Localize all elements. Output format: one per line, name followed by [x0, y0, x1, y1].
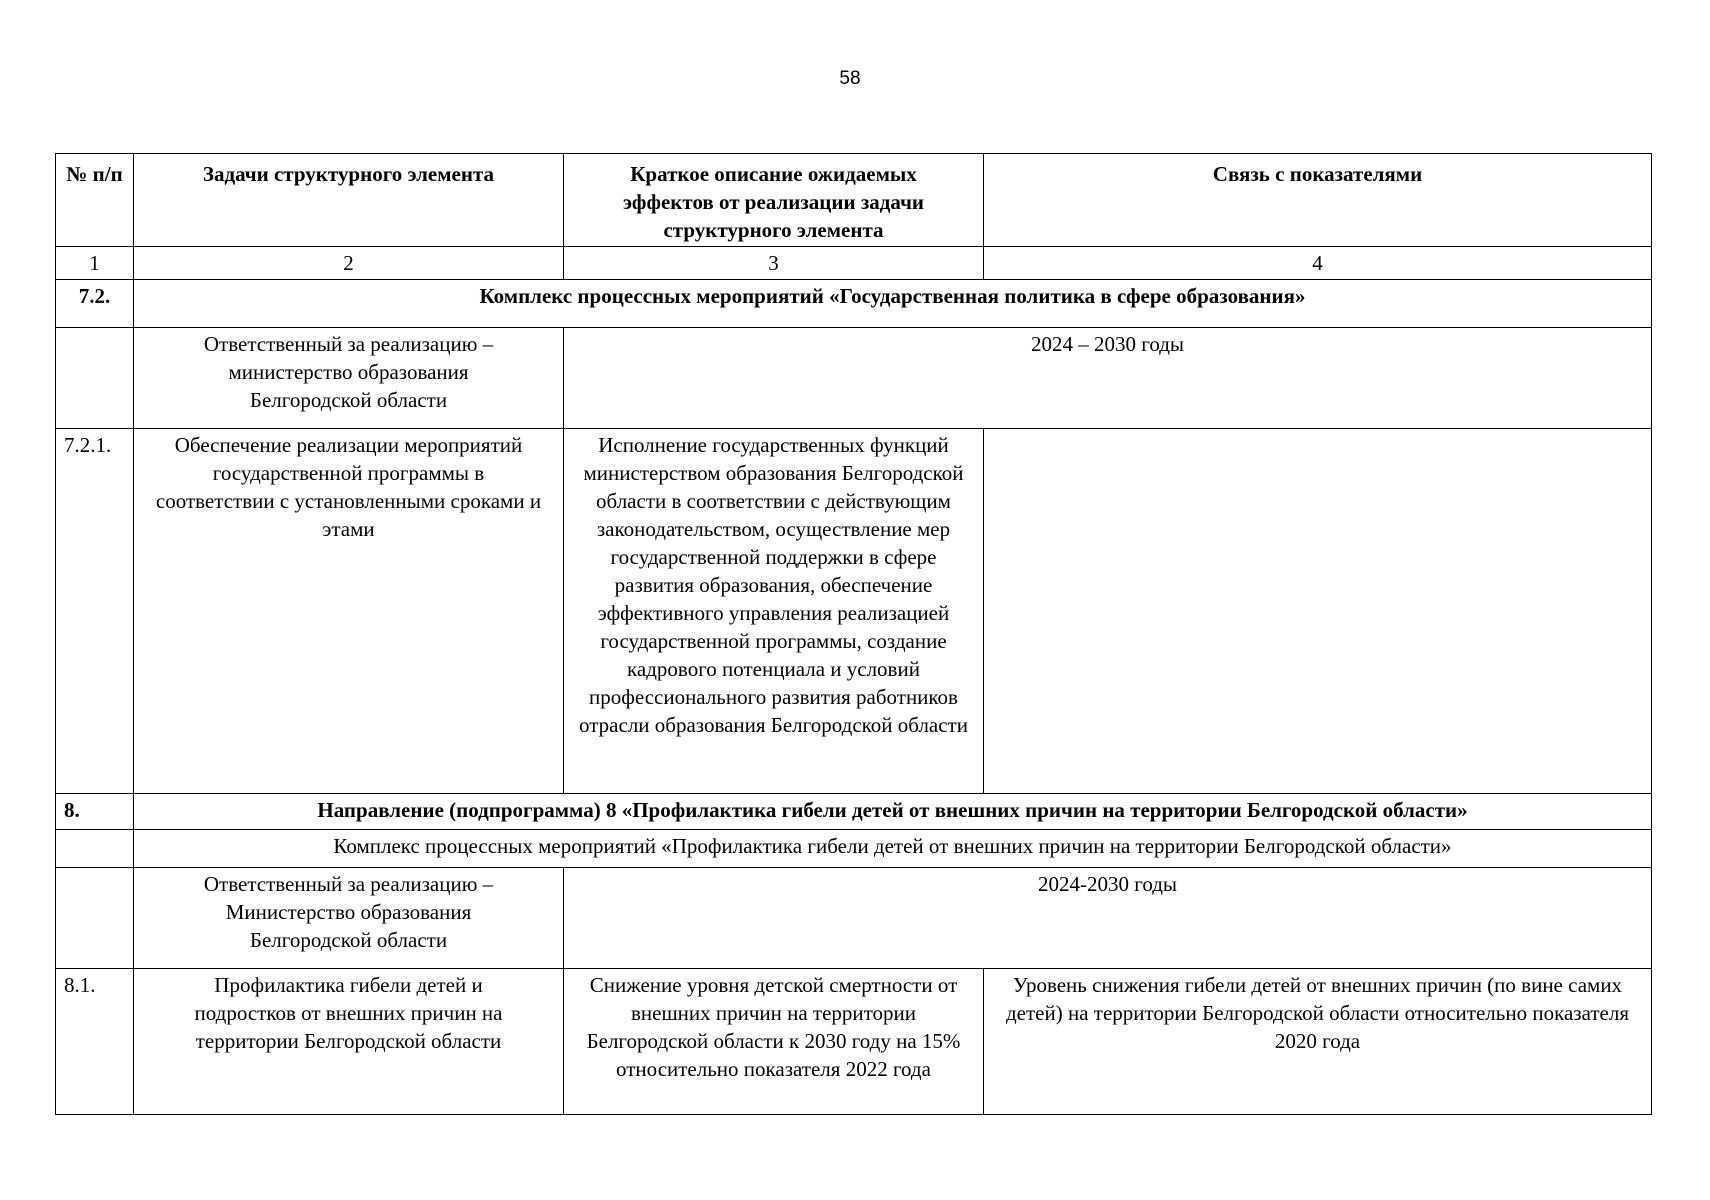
index-cell: 1 [56, 247, 134, 280]
row-number: 7.2.1. [56, 429, 134, 794]
task-row-7-2-1 [56, 429, 1652, 794]
tasks-table [55, 153, 1652, 1115]
header-indicators: Связь с показателями [984, 154, 1652, 247]
empty-cell [56, 830, 134, 868]
column-index-row [56, 247, 1652, 280]
period-cell: 2024-2030 годы [564, 868, 1652, 969]
table-header-row [56, 154, 1652, 247]
row-number: 8. [56, 794, 134, 830]
complex-title: Комплекс процессных мероприятий «Профилактика гибели детей от внешних причин на территории Белгородской области» [134, 830, 1652, 868]
section-row-7-2 [56, 280, 1652, 328]
task-cell: Профилактика гибели детей и подростков от внешних причин на территории Белгородской области [134, 969, 564, 1115]
period-cell: 2024 – 2030 годы [564, 328, 1652, 429]
header-effects: Краткое описание ожидаемых эффектов от реализации задачи структурного элемента [564, 154, 984, 247]
task-row-8-1 [56, 969, 1652, 1115]
empty-cell [56, 328, 134, 429]
row-number: 7.2. [56, 280, 134, 328]
index-cell: 3 [564, 247, 984, 280]
row-number: 8.1. [56, 969, 134, 1115]
indicator-cell: Уровень снижения гибели детей от внешних причин (по вине самих детей) на территории Белгородской области относительно показателя 2020 года [984, 969, 1652, 1115]
responsible-row-7-2 [56, 328, 1652, 429]
complex-row-8 [56, 830, 1652, 868]
header-num: № п/п [56, 154, 134, 247]
section-row-8 [56, 794, 1652, 830]
section-title: Направление (подпрограмма) 8 «Профилактика гибели детей от внешних причин на территории Белгородской области» [134, 794, 1652, 830]
responsible-cell: Ответственный за реализацию – Министерство образования Белгородской области [134, 868, 564, 969]
header-tasks: Задачи структурного элемента [134, 154, 564, 247]
effect-cell: Исполнение государственных функций министерством образования Белгородской области в соответствии с действующим законодательством, осуществление мер государственной поддержки в сфере развития образования, обеспечение эффективного управления реализацией государственной программы, создание кадрового потенциала и условий профессионального развития работников отрасли образования Белгородской области [564, 429, 984, 794]
indicator-cell [984, 429, 1652, 794]
index-cell: 2 [134, 247, 564, 280]
page-number: 58 [839, 68, 861, 89]
effect-cell: Снижение уровня детской смертности от внешних причин на территории Белгородской области к 2030 году на 15% относительно показателя 2022 года [564, 969, 984, 1115]
responsible-cell: Ответственный за реализацию – министерство образования Белгородской области [134, 328, 564, 429]
empty-cell [56, 868, 134, 969]
task-cell: Обеспечение реализации мероприятий государственной программы в соответствии с установленными сроками и этами [134, 429, 564, 794]
index-cell: 4 [984, 247, 1652, 280]
section-title: Комплекс процессных мероприятий «Государственная политика в сфере образования» [134, 280, 1652, 328]
responsible-row-8 [56, 868, 1652, 969]
